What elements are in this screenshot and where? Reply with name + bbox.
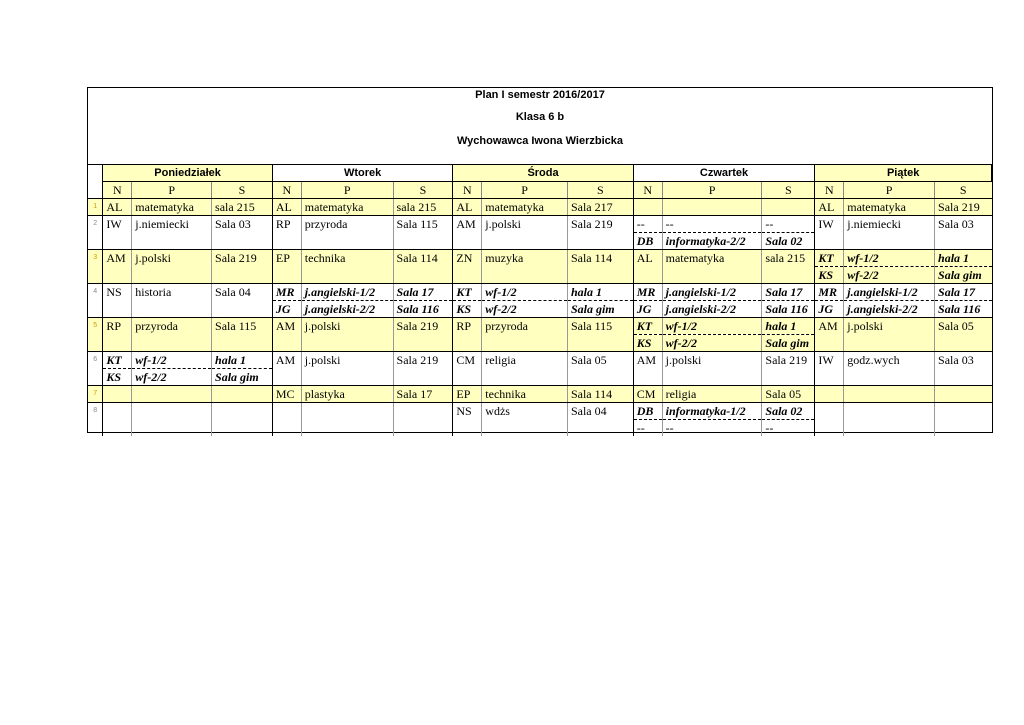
subject: wf-1/2 (132, 352, 212, 369)
teacher-code: AM (815, 318, 844, 352)
room: Sala 219 (567, 216, 633, 250)
lesson-row-6 (88, 352, 992, 369)
teacher-code: AL (815, 199, 844, 216)
lesson-number: 1 (88, 199, 103, 216)
col-room: S (212, 182, 273, 199)
teacher-code: CM (633, 386, 662, 403)
subject: matematyka (132, 199, 212, 216)
lesson-row-8 (88, 403, 992, 420)
room: Sala gim (762, 335, 815, 352)
col-room: S (393, 182, 453, 199)
teacher-code: RP (272, 216, 301, 250)
col-room: S (935, 182, 992, 199)
teacher-code: AM (633, 352, 662, 386)
lesson-number: 3 (88, 250, 103, 284)
room: Sala gim (212, 369, 273, 386)
subject: j.angielski-2/2 (301, 301, 393, 318)
lesson-number: 8 (88, 403, 103, 437)
teacher-code: DB (633, 233, 662, 250)
subject: -- (662, 216, 762, 233)
room: Sala 115 (567, 318, 633, 352)
teacher-code: AL (272, 199, 301, 216)
col-teacher: N (633, 182, 662, 199)
room: Sala 02 (762, 403, 815, 420)
lesson-row-1 (88, 199, 992, 216)
teacher-code: AM (272, 318, 301, 352)
room: Sala 03 (935, 216, 992, 250)
subject: technika (301, 250, 393, 284)
subject: matematyka (662, 250, 762, 284)
col-subject: P (662, 182, 762, 199)
teacher-code (272, 403, 301, 437)
subject (844, 386, 935, 403)
subject: przyroda (482, 318, 568, 352)
room: Sala 219 (762, 352, 815, 386)
teacher-code: AM (272, 352, 301, 386)
subject: j.polski (301, 318, 393, 352)
subject: godz.wych (844, 352, 935, 386)
subject: j.angielski-1/2 (301, 284, 393, 301)
teacher-code: KT (633, 318, 662, 335)
subject: technika (482, 386, 568, 403)
room: Sala 217 (567, 199, 633, 216)
col-room: S (567, 182, 633, 199)
subject: wf-2/2 (132, 369, 212, 386)
teacher-code: KS (815, 267, 844, 284)
teacher-code: KT (453, 284, 482, 301)
homeroom-teacher: Wychowawca Iwona Wierzbicka (457, 135, 623, 147)
teacher-code (815, 386, 844, 403)
teacher-code: -- (633, 216, 662, 233)
room: Sala 115 (212, 318, 273, 352)
room: hala 1 (212, 352, 273, 369)
plan-title: Plan I semestr 2016/2017 (475, 89, 605, 101)
teacher-code: MR (272, 284, 301, 301)
teacher-code: NS (103, 284, 132, 318)
teacher-code: JG (633, 301, 662, 318)
col-subject: P (301, 182, 393, 199)
subject: j.polski (844, 318, 935, 352)
teacher-code (815, 403, 844, 437)
lesson-number: 6 (88, 352, 103, 386)
room: sala 215 (212, 199, 273, 216)
teacher-code: RP (103, 318, 132, 352)
room: Sala 17 (762, 284, 815, 301)
day-wednesday: Środa (453, 165, 633, 182)
subject: wf-1/2 (482, 284, 568, 301)
lesson-row-2 (88, 216, 992, 233)
subject: j.polski (662, 352, 762, 386)
room: Sala 219 (935, 199, 992, 216)
teacher-code: MC (272, 386, 301, 403)
subject: matematyka (301, 199, 393, 216)
col-subject: P (482, 182, 568, 199)
room: Sala 219 (393, 318, 453, 352)
teacher-code (103, 403, 132, 437)
subject: -- (662, 420, 762, 437)
teacher-code: EP (272, 250, 301, 284)
teacher-code (633, 199, 662, 216)
subject (132, 386, 212, 403)
teacher-code: KS (633, 335, 662, 352)
teacher-code: AL (633, 250, 662, 284)
room: -- (762, 216, 815, 233)
teacher-code: IW (815, 216, 844, 250)
subject: j.angielski-2/2 (662, 301, 762, 318)
room: Sala 17 (393, 386, 453, 403)
room: Sala 05 (762, 386, 815, 403)
lesson-number: 5 (88, 318, 103, 352)
room: Sala 219 (393, 352, 453, 386)
teacher-code: AM (453, 216, 482, 250)
teacher-code: CM (453, 352, 482, 386)
subject: j.niemiecki (132, 216, 212, 250)
teacher-code: MR (815, 284, 844, 301)
room: Sala 17 (393, 284, 453, 301)
teacher-code: IW (815, 352, 844, 386)
subject (301, 403, 393, 437)
room: Sala gim (567, 301, 633, 318)
teacher-code: -- (633, 420, 662, 437)
subject: muzyka (482, 250, 568, 284)
timetable-header (88, 88, 992, 165)
teacher-code: AL (453, 199, 482, 216)
subject: j.angielski-1/2 (844, 284, 935, 301)
teacher-code: EP (453, 386, 482, 403)
lesson-row-7 (88, 386, 992, 403)
day-friday: Piątek (815, 165, 992, 182)
day-thursday: Czwartek (633, 165, 815, 182)
room (393, 403, 453, 437)
lesson-number: 4 (88, 284, 103, 318)
teacher-code: RP (453, 318, 482, 352)
day-header-row (88, 165, 992, 182)
teacher-code: JG (272, 301, 301, 318)
teacher-code: KS (453, 301, 482, 318)
room: hala 1 (762, 318, 815, 335)
timetable-grid (88, 164, 992, 436)
teacher-code: KT (815, 250, 844, 267)
subject (844, 403, 935, 437)
subject: j.polski (301, 352, 393, 386)
col-subject: P (132, 182, 212, 199)
subject: wf-2/2 (844, 267, 935, 284)
col-teacher: N (815, 182, 844, 199)
subject: matematyka (844, 199, 935, 216)
room: Sala 04 (567, 403, 633, 437)
room: Sala gim (935, 267, 992, 284)
teacher-code: KT (103, 352, 132, 369)
subject: plastyka (301, 386, 393, 403)
room: Sala 03 (935, 352, 992, 386)
teacher-code: JG (815, 301, 844, 318)
room: Sala 02 (762, 233, 815, 250)
class-name: Klasa 6 b (515, 111, 565, 123)
room: Sala 116 (762, 301, 815, 318)
room (935, 386, 992, 403)
day-tuesday: Wtorek (272, 165, 453, 182)
subject: j.angielski-2/2 (844, 301, 935, 318)
teacher-code: AL (103, 199, 132, 216)
lesson-row-3 (88, 250, 992, 267)
subject: przyroda (132, 318, 212, 352)
lesson-number: 7 (88, 386, 103, 403)
col-room: S (762, 182, 815, 199)
subject: matematyka (482, 199, 568, 216)
subject (132, 403, 212, 437)
subject: religia (662, 386, 762, 403)
col-teacher: N (453, 182, 482, 199)
teacher-code: NS (453, 403, 482, 437)
subject: historia (132, 284, 212, 318)
teacher-code (103, 386, 132, 403)
room: hala 1 (567, 284, 633, 301)
lesson-row-5 (88, 318, 992, 335)
subject: j.angielski-1/2 (662, 284, 762, 301)
teacher-code: ZN (453, 250, 482, 284)
timetable-sheet (87, 87, 993, 433)
subject: informatyka-2/2 (662, 233, 762, 250)
subject: j.niemiecki (844, 216, 935, 250)
subject: wf-2/2 (482, 301, 568, 318)
subject: wf-1/2 (844, 250, 935, 267)
day-monday: Poniedziałek (103, 165, 273, 182)
room (212, 386, 273, 403)
room: Sala 115 (393, 216, 453, 250)
teacher-code: KS (103, 369, 132, 386)
sub-header-row (88, 182, 992, 199)
subject: wf-2/2 (662, 335, 762, 352)
room: Sala 17 (935, 284, 992, 301)
room: Sala 04 (212, 284, 273, 318)
room: -- (762, 420, 815, 437)
room: Sala 05 (567, 352, 633, 386)
subject (662, 199, 762, 216)
subject: j.polski (482, 216, 568, 250)
teacher-code: AM (103, 250, 132, 284)
room: Sala 114 (567, 386, 633, 403)
room: Sala 03 (212, 216, 273, 250)
room: hala 1 (935, 250, 992, 267)
lesson-number: 2 (88, 216, 103, 250)
room: Sala 116 (935, 301, 992, 318)
room: Sala 219 (212, 250, 273, 284)
col-teacher: N (272, 182, 301, 199)
subject: informatyka-1/2 (662, 403, 762, 420)
lesson-row-4 (88, 284, 992, 301)
room: Sala 114 (393, 250, 453, 284)
subject: wdżs (482, 403, 568, 437)
room: Sala 05 (935, 318, 992, 352)
col-subject: P (844, 182, 935, 199)
room: Sala 116 (393, 301, 453, 318)
teacher-code: DB (633, 403, 662, 420)
col-teacher: N (103, 182, 132, 199)
room (935, 403, 992, 437)
subject: wf-1/2 (662, 318, 762, 335)
room: Sala 114 (567, 250, 633, 284)
subject: religia (482, 352, 568, 386)
teacher-code: IW (103, 216, 132, 250)
room: sala 215 (393, 199, 453, 216)
room (762, 199, 815, 216)
room: sala 215 (762, 250, 815, 284)
teacher-code: MR (633, 284, 662, 301)
subject: j.polski (132, 250, 212, 284)
room (212, 403, 273, 437)
subject: przyroda (301, 216, 393, 250)
